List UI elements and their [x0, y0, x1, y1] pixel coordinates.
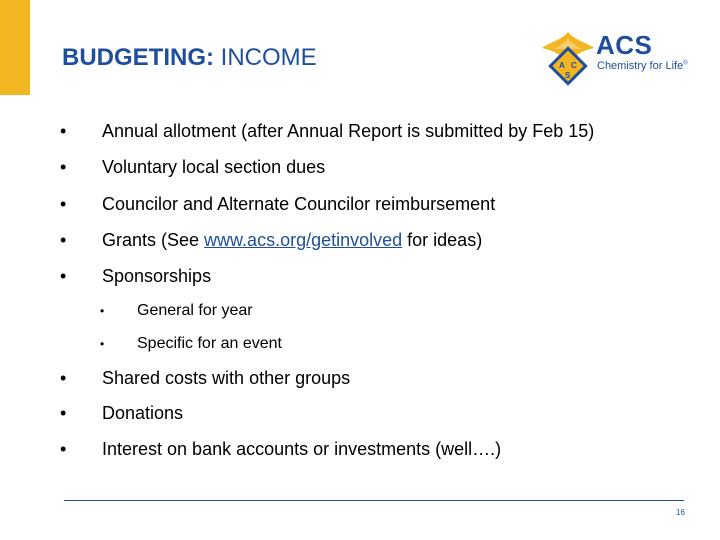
seal-letter-c: C — [571, 61, 577, 70]
bullet-dot: • — [60, 439, 67, 459]
bullet-dot: • — [60, 194, 67, 214]
seal-letter-a: A — [559, 61, 565, 70]
bullet-text: Grants (See www.acs.org/getinvolved for ideas) — [102, 230, 483, 250]
acs-seal-icon — [540, 28, 596, 86]
bullet-dot: • — [100, 304, 105, 318]
bullet-text: Shared costs with other groups — [102, 368, 351, 388]
accent-bar — [0, 0, 30, 95]
getinvolved-link[interactable]: www.acs.org/getinvolved — [204, 230, 403, 250]
bullet-text: Donations — [102, 403, 184, 423]
title-rest: INCOME — [214, 44, 317, 71]
sub-bullet-text: General for year — [137, 302, 253, 319]
sub-bullet-text: Specific for an event — [137, 335, 282, 352]
bullet-dot: • — [60, 121, 67, 141]
logo-name: ACS — [596, 30, 653, 60]
seal-letter-s: S — [565, 71, 571, 80]
footer-divider — [64, 500, 684, 501]
page-number: 16 — [676, 508, 685, 517]
bullet-dot: • — [100, 337, 105, 351]
bullet-text: Voluntary local section dues — [102, 157, 326, 177]
bullet-dot: • — [60, 403, 67, 423]
bullet-dot: • — [60, 230, 67, 250]
bullet-dot: • — [60, 266, 67, 286]
acs-logo — [540, 28, 690, 86]
bullet-text: Sponsorships — [102, 266, 212, 286]
bullet-text: Councilor and Alternate Councilor reimbursement — [102, 194, 496, 214]
bullet-text: Interest on bank accounts or investments (well….) — [102, 439, 502, 459]
bullet-text: Annual allotment (after Annual Report is submitted by Feb 15) — [102, 121, 595, 141]
logo-tagline: Chemistry for Life® — [597, 60, 688, 72]
bullet-dot: • — [60, 157, 67, 177]
title-bold: BUDGETING: — [62, 44, 214, 71]
slide-title — [62, 44, 317, 72]
bullet-dot: • — [60, 368, 67, 388]
